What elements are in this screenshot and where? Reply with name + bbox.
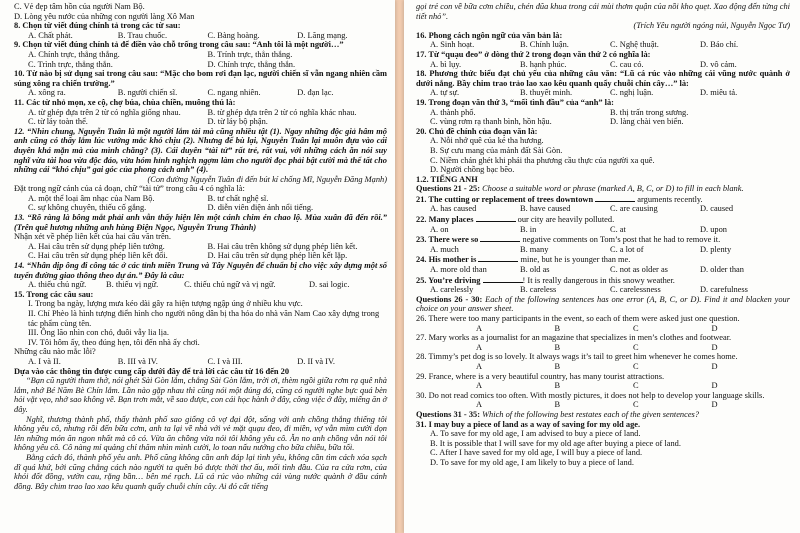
option-a: A. more old than: [430, 265, 487, 275]
option-a: A. Chất phát.: [28, 30, 73, 40]
option-b: B. từ ghép dựa trên 2 từ có nghĩa khác nhau.: [207, 107, 357, 117]
options-24: [416, 265, 790, 275]
option-d: D. plenty: [700, 244, 732, 254]
question-8: 8. Chọn từ viết đúng chính tả trong các từ sau:: [14, 21, 181, 31]
option-c: C. cau có.: [610, 59, 644, 69]
passage-citation: (Trích Yêu người ngóng núi, Nguyễn Ngọc Tư): [633, 21, 790, 31]
option-c: C. After I have saved for my old age, I will buy a piece of land.: [430, 448, 643, 458]
option-b: B. in: [520, 224, 537, 234]
question-18: 18. Phương thức biểu đạt chủ yếu của những câu văn: “Lũ cá rúc vào những cái vũng nước quành ở dưới nắng. Bầy chim trao trảo lao xao kêu quanh quẩy chuỗi chín cây…” là:: [416, 69, 790, 88]
question-22: 22. Many places our city are heavily polluted.: [416, 215, 615, 225]
option-c: C. I và III.: [207, 356, 243, 366]
question-21: 21. The cutting or replacement of trees downtown arguments recently.: [416, 194, 703, 204]
options-16: [416, 40, 790, 50]
options-19b: [416, 117, 790, 127]
option-d: D. II và IV.: [297, 356, 336, 366]
question-9: 9. Chọn từ viết đúng chính tả để điền vào chỗ trống trong câu sau: “Anh tôi là một người…”: [14, 40, 344, 50]
option-d: D. vô cảm.: [700, 59, 737, 69]
option-a: A. I và II.: [28, 356, 61, 366]
instruction-text: Each of the following sentences has one error (A, B, C, or D). Find it and blacken your choice on your answer sheet.: [416, 294, 790, 314]
blank: [480, 234, 520, 242]
question-16: 16. Phong cách ngôn ngữ của văn bản là:: [416, 30, 563, 40]
question-29: 29. France, where is a very beautiful country, has many tourist attractions.: [416, 371, 665, 381]
option-a: A. carelessly: [430, 285, 474, 295]
options-8: [14, 31, 387, 41]
question-17: 17. Từ “quạu đeo” ở dòng thứ 2 trong đoạn văn thứ 2 có nghĩa là:: [416, 49, 651, 59]
letters-27: A B C D: [476, 342, 718, 352]
option-d: D. đạn lạc.: [297, 88, 334, 98]
option-c: C. Hai câu trên sử dụng phép liên kết đổi.: [28, 251, 168, 261]
option-c: C. vùng rơm rạ thanh bình, hồn hậu.: [430, 117, 552, 127]
option-a: A. has caused: [430, 204, 477, 214]
option-a: A. từ ghép đựa trên 2 từ có nghĩa giống nhau.: [28, 107, 181, 117]
option-d: D. carefulness: [700, 285, 748, 295]
instruction-label: Questions 31 - 35:: [416, 409, 480, 419]
letters-28: A B C D: [476, 361, 718, 371]
option-d: D. làng chài ven biển.: [610, 117, 684, 127]
instruction-label: Questions 26 - 30:: [416, 294, 483, 304]
option-a: A. Chính trực, thẳng thắng.: [28, 49, 120, 59]
question-11: 11. Các từ nhỏ mọn, xe cộ, chợ búa, chùa chiền, muông thú là:: [14, 97, 236, 107]
option-b: B. old as: [520, 265, 550, 275]
option-a: A. Sinh hoạt.: [430, 40, 475, 50]
question-20: 20. Chủ đề chính của đoạn văn là:: [416, 126, 538, 136]
options-11b: [14, 117, 387, 127]
option-b: B. thị trấn trong sương.: [610, 107, 689, 117]
prev-option-d: D. Lòng yêu nước của những con người làng Xô Man: [14, 11, 195, 21]
letters-29: A B C D: [476, 381, 718, 391]
options-9a: [14, 50, 387, 60]
option-b: B. Sự cưu mang của mảnh đất Sài Gòn.: [430, 145, 563, 155]
option-a: A. on: [430, 224, 449, 234]
options-18: [416, 88, 790, 98]
option-d: D. từ láy bộ phận.: [207, 117, 268, 127]
left-page: [0, 0, 395, 533]
option-c: C. sự không chuyên, thiếu cố gắng.: [28, 203, 147, 213]
option-c: C. ngang nhiên.: [207, 88, 261, 98]
question-31: 31. I may buy a piece of land as a way of saving for my old age.: [416, 419, 641, 429]
option-d: D. Lãng mạng.: [297, 30, 348, 40]
option-a: A. thành phố.: [430, 107, 476, 117]
options-13b: [14, 251, 387, 261]
option-b: B. many: [520, 244, 549, 254]
option-b: B. Trau chuốc.: [117, 30, 168, 40]
question-26: 26. There were too many participants in the event, so each of them were asked just one question.: [416, 314, 740, 323]
question-14: 14. “Nhân dịp ông đi công tác ở các tỉnh miền Trung và Tây Nguyên để chuẩn bị cho việc xây dựng một số tuyến đường giao thông theo dự án.” Đây là câu:: [14, 261, 387, 280]
passage-para-1: “Bạn cũ người tham thở, nói ghét Sài Gòn lắm, chẳng Sài Gòn lắm, trời ơi, thèm ngồi giữa rơm rạ quê nhà lắm, nhớ Bé Năm Bè Chín lắm. Lần nào gặp nhau thì cũng nói một đúng đó, cũng có người nghe bực quá bèn hỏi vặt vẹo, nhớ sao không về. Bạn trơn mắt, về sao được, con cái học hành ở đây, công việc ở đây, miếng ăn ở đây.: [14, 376, 387, 414]
question-30: 30. Do not read comics too often. With mostly pictures, it does not help to develop your language skills.: [416, 390, 765, 400]
options-11a: [14, 108, 387, 118]
option-b: B. have caused: [520, 204, 571, 214]
options-23: [416, 245, 790, 255]
option-d: D. older than: [700, 265, 744, 275]
option-a: A. bì lụy.: [430, 59, 462, 69]
passage-para-2: Nghĩ, thương thành phố, thấy thành phố sao giống cô vợ đại đột, sống với anh chồng thắng thiếng tôi không yêu cô, nhưng rồi đến bữa cơm, anh ta lại về nhà với vẻ mặt quạu đeo, đi miền, vợ vẫn mìm cười dọn lên những món ăn ngon nhất mà cô có. Vừa ăn chồng vừa nói tôi không yêu cô. Ăn no anh chồng vẫn nói tôi không yêu cô. Cô nàng mỉ quảng chỉ thăm nhìn mình cười, lo toan nấu nướng cho bữa chiều, bữa tối.: [14, 414, 387, 453]
option-c: C. Bàng hoàng.: [207, 30, 260, 40]
options-12b: [14, 203, 387, 213]
options-14: [14, 280, 387, 290]
option-a: A. Hai câu trên sử dụng phép liên tưởng.: [28, 241, 165, 251]
source-12: (Con đường Nguyễn Tuân đi đến bút kí chống Mĩ, Nguyễn Đăng Mạnh): [147, 174, 387, 184]
section-heading: 1.2. TIẾNG ANH: [416, 174, 478, 184]
right-page: [404, 0, 800, 533]
passage-para-3: Bằng cách đó, thành phố yêu anh. Phố cũng không cần anh đáp lại tình yêu, không cần tìm cách xóa sạch dĩ quá khứ, bởi cũng chẳng cách nào người ta quên bỏ được thời thơ ấu, mối tình đầu. Của ra cửa rơm, của khói đốt đồng, vườn cau, rặng bần… bên mé rạch. Lũ cá rúc vào những cái vùng nước quành ở đầu cánh đồng. Bây chim trao lao xao kêu quanh quẩy chuỗi chín cây. Ai đó cất tiếng: [14, 452, 387, 491]
option-b: B. III và IV.: [117, 356, 158, 366]
option-c: C. nghị luận.: [610, 88, 654, 98]
passage-continuation: gọi trẻ con về bữa cơm chiều, chén đũa khua trong cái mùi thơm quận của nồi kho quẹt. Xao động đến từng chi tiết nhỏ”.: [416, 2, 790, 21]
option-c: C. are causing: [610, 204, 658, 214]
question-13: 13. “Rõ ràng là bông mắt phải anh vẫn thấy hiện lên một cánh chim én chao lộ. Mùa xuân đã đến rồi.” (Trên quê hương những anh hùng Điện Ngọc, Nguyễn Trung Thành): [14, 213, 387, 232]
options-25: [416, 285, 790, 295]
option-c: C. Trình trực, thẳng thắn.: [28, 59, 113, 69]
option-b: B. hạnh phúc.: [520, 59, 567, 69]
question-15: 15. Trong các câu sau:: [14, 289, 94, 299]
option-c: C. at: [610, 224, 626, 234]
question-25: 25. You’re driving ! It is really dangerous in this snowy weather.: [416, 275, 675, 285]
options-12a: [14, 194, 387, 204]
question-12: 12. “Nhìn chung, Nguyễn Tuân là một người lắm tài mà cũng nhiều tật (1). Ngay những độc giả hâm mộ anh cũng có thấy lắm lúc vướng mắc khó chịu (2). Nhưng để bù lại, Nguyễn Tuân lại muôn đựa vào cái duyên khá mặn mà của mình chăng? (3). Cái duyên “tài tử” rất trẻ, rất vui, với những cách ăn nói suy nghĩ vừa tài hoa vừa độc đáo, vừa hóm hỉnh nghịch ngợm làm cho người đọc phải bật cười mà thể tất cho những cái “khó chịu” gai góc của phong cách anh” (4).: [14, 126, 387, 175]
instruction-text: Choose a suitable word or phrase (marked A, B, C, or D) to fill in each blank.: [479, 184, 744, 194]
item-iii: III. Ông lão nhìn con chó, đuôi vẫy lia lịa.: [28, 328, 169, 338]
option-b: B. Hai câu trên không sử dụng phép liên kết.: [207, 241, 358, 251]
option-b: B. Chính luận.: [520, 40, 569, 50]
option-b: B. thiếu vị ngữ.: [106, 280, 159, 290]
letters-30: A B C D: [476, 400, 718, 410]
option-a: A. thiếu chủ ngữ.: [28, 280, 87, 290]
blank: [483, 275, 523, 283]
options-21: [416, 204, 790, 214]
prev-option-c: C. Vẻ đẹp tâm hồn của người Nam Bộ.: [14, 2, 145, 11]
option-d: D. Báo chí.: [700, 40, 739, 50]
option-c: C. Nghệ thuật.: [610, 40, 659, 50]
option-a: A. Nỗi nhớ quê của kẻ tha hương.: [430, 136, 544, 146]
blank: [595, 194, 635, 202]
option-b: B. It is possible that I will save for my old age after buying a piece of land.: [430, 438, 681, 448]
option-d: D. sai logic.: [308, 280, 350, 290]
option-b: B. careless: [520, 285, 557, 295]
instruction-21-25: [416, 184, 790, 194]
instruction-label: Questions 21 - 25:: [416, 184, 480, 194]
option-c: C. carelessness: [610, 285, 661, 295]
blank: [476, 214, 516, 222]
option-d: D. Hai câu trên sử dụng phép liên kết lặp.: [207, 251, 348, 261]
options-22: [416, 225, 790, 235]
option-b: B. thuyết minh.: [520, 88, 573, 98]
instruction-26-30: [416, 295, 790, 314]
options-19a: [416, 108, 790, 118]
option-c: C. Niềm chán ghét khi phải tha phương cầu thực của người xa quê.: [430, 155, 655, 165]
options-9b: [14, 60, 387, 70]
option-b: B. tư chất nghệ sĩ.: [207, 193, 269, 203]
option-d: D. upon: [700, 224, 727, 234]
item-ii: II. Chí Phèo là hình tượng điển hình cho người nông dân bị tha hóa do nhà văn Nam Cao xây dựng trong tác phẩm cùng tên.: [28, 309, 380, 328]
question-10: 10. Từ nào bị sử dụng sai trong câu sau: “Mặc cho bom rơi đạn lạc, người chiến sĩ vẫn ngang nhiên cầm súng xông ra chiến trường.”: [14, 69, 387, 88]
options-15: [14, 357, 387, 367]
instruction-text: Which of the following best restates each of the given sentences?: [479, 409, 700, 419]
option-a: A. To save for my old age, I am advised to buy a piece of land.: [430, 429, 641, 439]
question-24: 24. His mother is mine, but he is younger than me.: [416, 255, 631, 265]
option-a: A. xông ra.: [28, 88, 66, 98]
question-27: 27. Mary works as a journalist for an magazine that specializes in men’s clothes and footwear.: [416, 333, 732, 343]
option-d: D. Người chồng bạc bẽo.: [430, 165, 515, 175]
option-c: C. từ láy toàn thể.: [28, 117, 88, 127]
option-a: A. tự sự.: [430, 88, 460, 98]
letters-26: A B C D: [476, 323, 718, 333]
option-d: D. To save for my old age, I am likely to buy a piece of land.: [430, 457, 634, 467]
option-c: C. thiếu chủ ngữ và vị ngữ.: [184, 280, 276, 290]
ask-12: Đặt trong ngữ cảnh của cả đoạn, chữ “tài tử” trong câu 4 có nghĩa là:: [14, 184, 245, 194]
passage-heading: Dựa vào các thông tin được cung cấp dưới đây để trả lời các câu từ 16 đến 20: [14, 366, 290, 376]
question-28: 28. Timmy’s pet dog is so lovely. It always wags it’s tail to greet him whenever he comes home.: [416, 352, 738, 362]
question-23: 23. There were so negative comments on Tom’s post that he had to remove it.: [416, 235, 721, 245]
option-a: A. much: [430, 244, 459, 254]
option-b: B. người chiến sĩ.: [117, 88, 178, 98]
options-17: [416, 60, 790, 70]
blank: [478, 254, 518, 262]
item-i: I. Trong ba ngày, lượng mưa kéo dài gây ra hiện tượng ngập úng ở nhiều khu vực.: [28, 299, 303, 309]
instruction-31-35: [416, 410, 790, 420]
option-d: D. miêu tả.: [700, 88, 738, 98]
option-d: D. Chính trực, thẳng thắn.: [207, 59, 296, 69]
ask-15: Những câu nào mắc lỗi?: [14, 347, 96, 357]
option-c: C. not as older as: [610, 265, 668, 275]
item-iv: IV. Tôi hôm ấy, theo đúng hẹn, tôi đến nhà ấy chơi.: [28, 337, 200, 347]
option-d: D. diễn viên điện ảnh nổi tiếng.: [207, 203, 314, 213]
question-19: 19. Trong đoạn văn thứ 3, “mối tình đầu” của “anh” là:: [416, 97, 614, 107]
ask-13: Nhận xét về phép liên kết của hai câu văn trên.: [14, 232, 171, 242]
options-10: [14, 88, 387, 98]
option-b: B. Trính trực, thẳn thắng.: [207, 49, 293, 59]
options-13a: [14, 242, 387, 252]
option-c: C. a lot of: [610, 244, 644, 254]
option-d: D. caused: [700, 204, 734, 214]
option-a: A. một thể loại âm nhạc của Nam Bộ.: [28, 193, 155, 203]
